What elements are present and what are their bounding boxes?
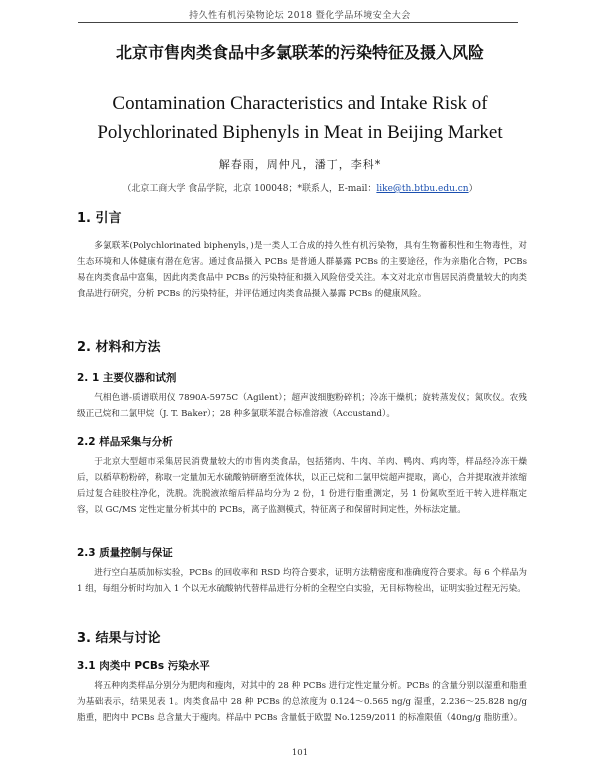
header-rule	[78, 22, 518, 23]
subsection-2-1-paragraph: 气相色谱-质谱联用仪 7890A-5975C（Agilent）；超声波细胞粉碎机；冷冻干燥机；旋转蒸发仪；氮吹仪。农残级正己烷和二氯甲烷（J. T. Baker）；28 种多氯联苯混合标准溶液（Accustand）。	[77, 393, 527, 419]
subsection-2-3-paragraph: 进行空白基质加标实验，PCBs 的回收率和 RSD 均符合要求，证明方法精密度和准确度符合要求。每 6 个样品为 1 组，每组分析时均加入 1 个以无水硫酸钠代替样品进行分析的全程空白实验，无目标物检出，证明实验过程无污染。	[77, 568, 527, 594]
subsection-heading-2-3: 2.3 质量控制与保证	[77, 547, 173, 559]
subsection-heading-3-1: 3.1 肉类中 PCBs 污染水平	[77, 660, 210, 672]
paper-title-en-line2: Polychlorinated Biphenyls in Meat in Beijing Market	[97, 122, 503, 143]
authors: 解春雨，周仲凡，潘丁，李科*	[218, 158, 382, 171]
page-number: 101	[291, 748, 309, 758]
intro-paragraph: 多氯联苯(Polychlorinated biphenyls，)是一类人工合成的持久性有机污染物，具有生物蓄积性和生物毒性，对生态环境和人体健康有潜在危害。通过食品摄入 PCBs 是普通人群暴露 PCBs 的主要途径，作为亲脂化合物，PCBs 易在肉类食品中富集，因此肉类食品中 PCBs 的污染特征和摄入风险倍受关注。本文对北京市售居民消费量较大的肉类食品进行研究，分析 PCBs 的污染特征，并评估通过肉类食品摄入暴露 PCBs 的健康风险。	[77, 241, 527, 299]
paper-title-en-line1: Contamination Characteristics and Intake Risk of	[112, 93, 488, 114]
section-heading-methods: 2. 材料和方法	[77, 340, 161, 355]
contact-email-link[interactable]: like@th.btbu.edu.cn	[376, 184, 469, 194]
subsection-heading-2-1: 2. 1 主要仪器和试剂	[77, 372, 177, 384]
subsection-3-1-paragraph: 将五种肉类样品分别分为肥肉和瘦肉，对其中的 28 种 PCBs 进行定性定量分析。PCBs 的含量分别以湿重和脂重为基础表示，结果见表 1。肉类食品中 28 种 PCBs 的总浓度为 0.124～0.565 ng/g 湿重，2.236～25.828 ng/g 脂重，肥肉中 PCBs 总含量大于瘦肉。样品中 PCBs 含量低于欧盟 No.1259/2011 的标准限值（40ng/g 脂肪重）。	[77, 681, 527, 723]
section-heading-intro: 1. 引言	[77, 211, 122, 226]
subsection-heading-2-2: 2.2 样品采集与分析	[77, 436, 173, 448]
subsection-2-2-paragraph: 于北京大型超市采集居民消费量较大的市售肉类食品，包括猪肉、牛肉、羊肉、鸭肉、鸡肉等，样品经冷冻干燥后，以稻草粉粉碎，称取一定量加无水硫酸钠研磨至流体状，以正己烷和二氯甲烷超声提取，离心，合并提取液并浓缩后过复合硅胶柱净化，洗脱。洗脱液浓缩后样品均分为 2 份，1 份进行脂重测定，另 1 份氮吹至近干转入进样瓶定容，以 GC/MS 定性定量分析其中的 PCBs，离子监测模式，特征离子和保留时间定性，外标法定量。	[77, 457, 527, 515]
affiliation-close: ）	[468, 184, 478, 194]
section-heading-results: 3. 结果与讨论	[77, 631, 161, 646]
paper-title-cn: 北京市售肉类食品中多氯联苯的污染特征及摄入风险	[115, 43, 484, 62]
affiliation-text: （北京工商大学 食品学院，北京 100048；*联系人，E-mail：	[122, 184, 377, 194]
running-header: 持久性有机污染物论坛 2018 暨化学品环境安全大会	[189, 11, 411, 21]
affiliation	[0, 181, 600, 194]
